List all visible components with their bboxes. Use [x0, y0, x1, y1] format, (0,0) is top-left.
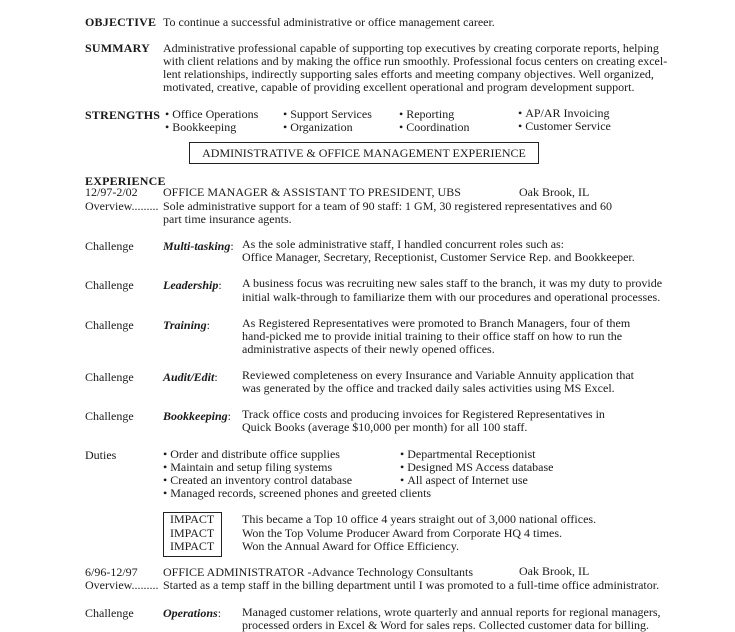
overview-line: Started as a temp staff in the billing department until I was promoted to a full-time office administrator.: [163, 578, 660, 592]
overview-label: Overview.........: [85, 578, 159, 592]
challenge-line: As the sole administrative staff, I handled concurrent roles such as:: [242, 237, 565, 251]
job-title: OFFICE ADMINISTRATOR -Advance Technology Consultants: [163, 565, 474, 579]
objective-text: To continue a successful administrative or office management career.: [163, 15, 495, 29]
challenge-line: Track office costs and producing invoices for Registered Representatives in: [242, 407, 605, 421]
strength-item: • Support Services: [283, 108, 372, 121]
strength-item: • Customer Service: [518, 120, 611, 133]
challenge-label: Challenge: [85, 239, 134, 253]
category-text: Audit/Edit: [163, 370, 215, 384]
challenge-line: A business focus was recruiting new sales staff to the branch, it was my duty to provide: [242, 276, 663, 290]
category-text: Bookkeeping: [163, 409, 228, 423]
challenge-line: As Registered Representatives were promoted to Branch Managers, four of them: [242, 316, 631, 330]
challenge-line: Office Manager, Secretary, Receptionist, Customer Service Rep. and Bookkeeper.: [242, 250, 635, 264]
impact-line: Won the Top Volume Producer Award from Corporate HQ 4 times.: [242, 526, 563, 540]
category-text: Leadership: [163, 278, 219, 292]
objective-label: OBJECTIVE: [85, 15, 157, 29]
impact-box: [163, 512, 222, 557]
summary-line: Administrative professional capable of supporting top executives by creating corporate reports, helping: [163, 41, 659, 55]
job-location: Oak Brook, IL: [519, 564, 590, 578]
challenge-line: Quick Books (average $10,000 per month) for all 100 staff.: [242, 420, 528, 434]
experience-label: EXPERIENCE: [85, 174, 166, 188]
challenge-line: was generated by the office and tracked daily sales activities using MS Excel.: [242, 381, 615, 395]
challenge-label: Challenge: [85, 370, 134, 384]
section-banner: ADMINISTRATIVE & OFFICE MANAGEMENT EXPERIENCE: [189, 142, 539, 164]
summary-line: motivated, creative, capable of providing excellent operational and program development support.: [163, 80, 635, 94]
impact-label: IMPACT: [170, 525, 215, 540]
job-dates: 6/96-12/97: [85, 565, 138, 579]
summary-label: SUMMARY: [85, 41, 150, 55]
duty-item: • Maintain and setup filing systems: [163, 461, 332, 474]
challenge-category: Audit/Edit:: [163, 370, 218, 384]
category-text: Training: [163, 318, 207, 332]
challenge-line: initial walk-through to familiarize them with our procedures and operational processes.: [242, 290, 661, 304]
challenge-category: Training:: [163, 318, 210, 332]
category-text: Multi-tasking: [163, 239, 231, 253]
impact-line: Won the Annual Award for Office Efficiency.: [242, 539, 459, 553]
strength-item: • Coordination: [399, 121, 470, 134]
challenge-label: Challenge: [85, 606, 134, 620]
challenge-category: Bookkeeping:: [163, 409, 232, 423]
duty-item: • Created an inventory control database: [163, 474, 352, 487]
challenge-line: Managed customer relations, wrote quarterly and annual reports for regional managers,: [242, 605, 661, 619]
overview-line: part time insurance agents.: [163, 212, 292, 226]
challenge-label: Challenge: [85, 318, 134, 332]
summary-line: with client relations and by making the office run smoothly. Professional focus centers on creating excel-: [163, 54, 668, 68]
summary-line: lent relationships, indirectly supporting sales efforts and meeting company objectives. Well organized,: [163, 67, 654, 81]
impact-label: IMPACT: [170, 539, 215, 553]
overview-label: Overview.........: [85, 199, 159, 213]
strength-item: • AP/AR Invoicing: [518, 107, 610, 120]
impact-label: IMPACT: [170, 512, 215, 526]
duty-item: • All aspect of Internet use: [400, 474, 528, 487]
strengths-label: STRENGTHS: [85, 108, 161, 122]
challenge-label: Challenge: [85, 278, 134, 292]
duty-item: • Managed records, screened phones and greeted clients: [163, 487, 431, 500]
duty-item: • Departmental Receptionist: [400, 448, 536, 461]
strength-item: • Bookkeeping: [165, 121, 236, 134]
job-title: OFFICE MANAGER & ASSISTANT TO PRESIDENT, UBS: [163, 185, 461, 199]
overview-line: Sole administrative support for a team of 90 staff: 1 GM, 30 registered representatives and 60: [163, 199, 612, 213]
category-text: Operations: [163, 606, 218, 620]
strength-item: • Organization: [283, 121, 353, 134]
job-location: Oak Brook, IL: [519, 185, 590, 199]
challenge-label: Challenge: [85, 409, 134, 423]
challenge-line: Reviewed completeness on every Insurance and Variable Annuity application that: [242, 368, 634, 382]
job-dates: 12/97-2/02: [85, 185, 138, 199]
duty-item: • Order and distribute office supplies: [163, 448, 340, 461]
strength-item: • Office Operations: [165, 108, 258, 121]
duty-item: • Designed MS Access database: [400, 461, 554, 474]
duties-label: Duties: [85, 448, 117, 462]
challenge-category: Leadership:: [163, 278, 222, 292]
impact-line: This became a Top 10 office 4 years straight out of 3,000 national offices.: [242, 512, 597, 526]
strength-item: • Reporting: [399, 108, 454, 121]
challenge-line: processed orders in Excel & Word for sales reps. Collected customer data for billing.: [242, 618, 650, 632]
challenge-category: Multi-tasking:: [163, 239, 234, 253]
challenge-line: hand-picked me to provide initial training to their office staff on how to run the: [242, 329, 623, 343]
challenge-line: administrative aspects of their newly opened offices.: [242, 342, 495, 356]
challenge-category: Operations:: [163, 606, 222, 620]
